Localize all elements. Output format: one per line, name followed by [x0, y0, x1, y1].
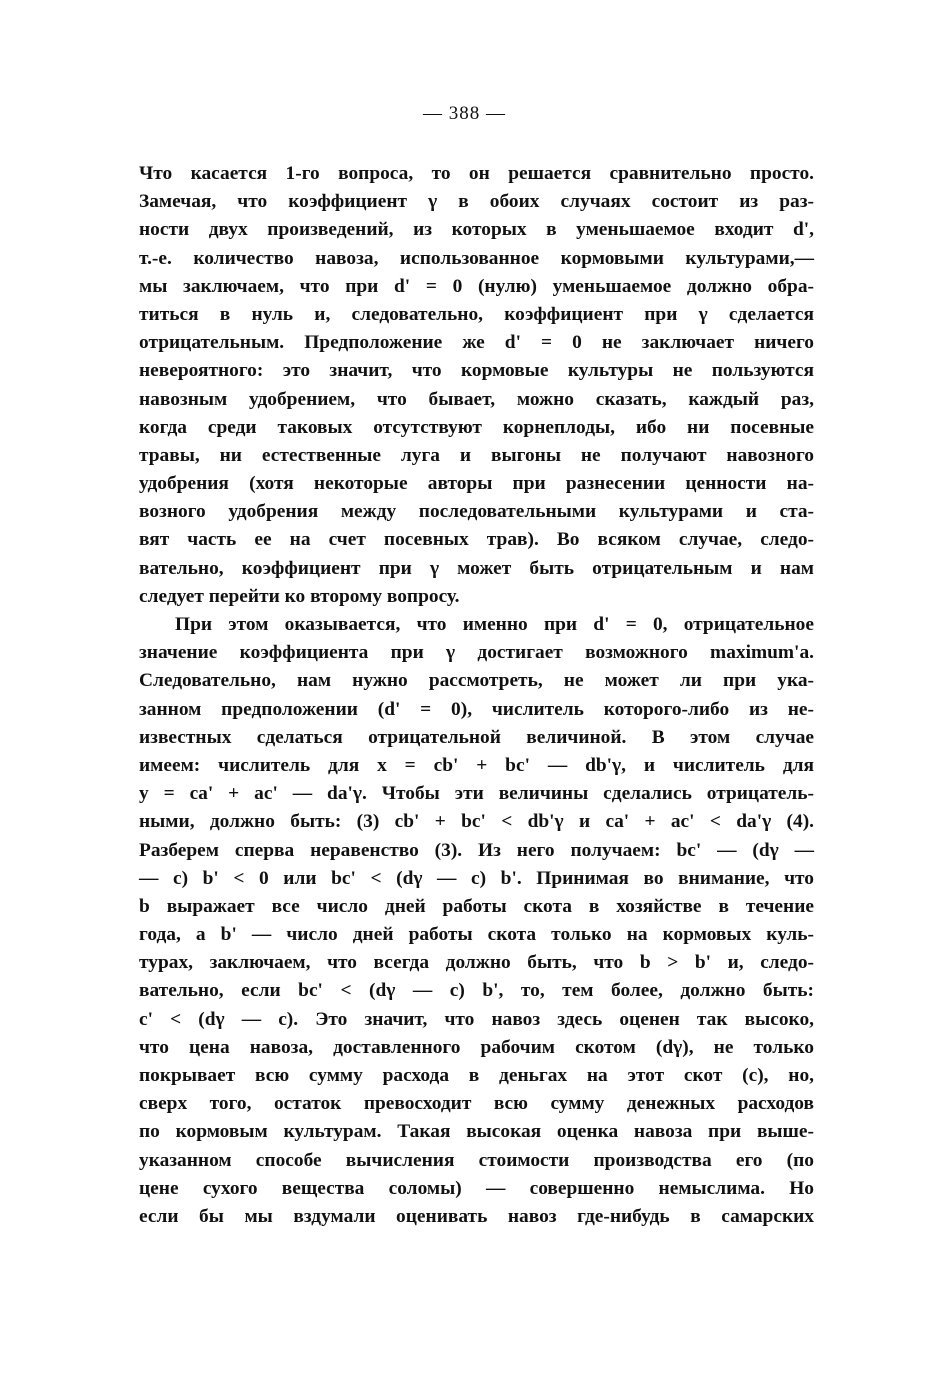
- text-line: вательно, коэффициент при γ может быть отрицательным и нам: [139, 557, 814, 579]
- text-line: — c) b' < 0 или bc' < (dγ — c) b'. Принимая во внимание, что: [139, 867, 814, 889]
- text-line: невероятного: это значит, что кормовые культуры не пользуются: [139, 360, 814, 382]
- paragraph-1: [139, 160, 814, 611]
- text-line: навозным удобрением, что бывает, можно сказать, каждый раз,: [139, 388, 814, 410]
- text-line: вят часть ее на счет посевных трав). Во всяком случае, следо-: [139, 529, 814, 551]
- text-line: занном предположении (d' = 0), числитель которого-либо из не-: [139, 698, 814, 720]
- text-line: отрицательным. Предположение же d' = 0 не заключает ничего: [139, 332, 814, 354]
- text-line: сверх того, остаток превосходит всю сумму денежных расходов: [139, 1093, 814, 1115]
- text-line: следует перейти ко второму вопросу.: [139, 585, 460, 607]
- text-line: что цена навоза, доставленного рабочим скотом (dγ), не только: [139, 1036, 814, 1058]
- text-line: титься в нуль и, следовательно, коэффициент при γ сделается: [139, 303, 814, 325]
- text-line: по кормовым культурам. Такая высокая оценка навоза при выше-: [139, 1121, 814, 1143]
- text-line: имеем: числитель для x = cb' + bc' — db'γ, и числитель для: [139, 754, 814, 776]
- text-line: значение коэффициента при γ достигает возможного maximum'а.: [139, 642, 814, 664]
- text-line: ными, должно быть: (3) cb' + bc' < db'γ и ca' + ac' < da'γ (4).: [139, 811, 814, 833]
- text-line: указанном способе вычисления стоимости производства его (по: [139, 1149, 814, 1171]
- text-line: т.-е. количество навоза, использованное кормовыми культурами,—: [139, 247, 814, 269]
- text-line: вательно, если bc' < (dγ — c) b', то, тем более, должно быть:: [139, 980, 814, 1002]
- text-line: года, а b' — число дней работы скота только на кормовых куль-: [139, 924, 814, 946]
- paragraph-2: [139, 611, 814, 1231]
- text-line: При этом оказывается, что именно при d' = 0, отрицательное: [175, 614, 814, 635]
- text-line: Разберем сперва неравенство (3). Из него получаем: bc' — (dγ —: [139, 839, 814, 861]
- text-line: Что касается 1-го вопроса, то он решается сравнительно просто.: [139, 163, 814, 184]
- text-line: мы заключаем, что при d' = 0 (нулю) уменьшаемое должно обра-: [139, 275, 814, 297]
- text-line: травы, ни естественные луга и выгоны не получают навозного: [139, 444, 814, 466]
- text-line: цене сухого вещества соломы) — совершенно немыслима. Но: [139, 1177, 814, 1199]
- page-body: [139, 160, 814, 1231]
- text-line: Следовательно, нам нужно рассмотреть, не может ли при ука-: [139, 670, 814, 692]
- text-line: покрывает всю сумму расхода в деньгах на этот скот (c), но,: [139, 1065, 814, 1086]
- text-line: если бы мы вздумали оценивать навоз где-нибудь в самарских: [139, 1205, 814, 1227]
- text-line: c' < (dγ — c). Это значит, что навоз здесь оценен так высоко,: [139, 1008, 814, 1030]
- text-line: y = ca' + ac' — da'γ. Чтобы эти величины сделались отрицатель-: [139, 783, 814, 805]
- text-line: ности двух произведений, из которых в уменьшаемое входит d',: [139, 219, 814, 241]
- text-line: известных сделаться отрицательной величиной. В этом случае: [139, 726, 814, 748]
- page-number: — 388 —: [423, 103, 506, 124]
- text-line: когда среди таковых отсутствуют корнеплоды, ибо ни посевные: [139, 416, 814, 438]
- text-line: удобрения (хотя некоторые авторы при разнесении ценности на-: [139, 473, 814, 495]
- text-line: турах, заключаем, что всегда должно быть, что b > b' и, следо-: [139, 952, 814, 974]
- text-line: Замечая, что коэффициент γ в обоих случаях состоит из раз-: [139, 191, 814, 213]
- text-line: возного удобрения между последовательными культурами и ста-: [139, 501, 814, 523]
- text-line: b выражает все число дней работы скота в хозяйстве в течение: [139, 895, 814, 917]
